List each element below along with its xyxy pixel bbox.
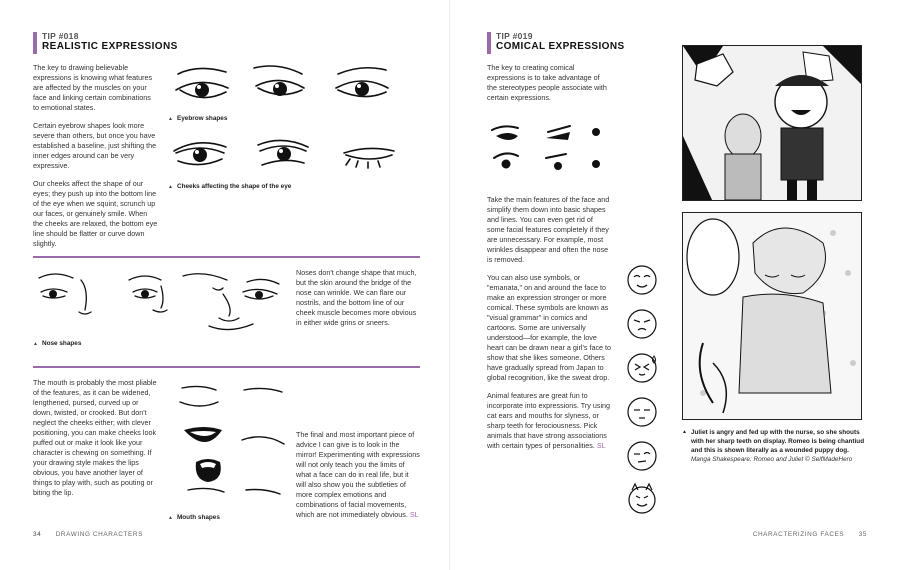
- nose-text: [296, 268, 420, 336]
- tip-number: TIP #019: [496, 31, 533, 41]
- paragraph: Animal features are great fun to incorporate into expressions. Try using cat ears and mouths for slyness, or sharp teeth for ferociousness. Pick animals that have strong associations with certain types of personalities. SL: [487, 391, 611, 450]
- triangle-icon: ▲: [168, 514, 173, 521]
- caption-cheeks: ▲ Cheeks affecting the shape of the eye: [168, 183, 292, 190]
- author-initials: SL: [596, 441, 606, 450]
- right-page: [450, 0, 900, 570]
- eyebrow-shapes-illustration: [168, 60, 418, 120]
- paragraph: The key to creating comical expressions is to take advantage of the stereotypes people associate with certain expressions.: [487, 63, 607, 102]
- tip-number: TIP #018: [42, 31, 79, 41]
- tip-accent-bar: [487, 32, 491, 54]
- manga-panel-juliet-nurse: [682, 45, 862, 201]
- tip-019-header: [487, 31, 625, 54]
- cheek-eyes-illustration: [168, 135, 418, 179]
- caption-eyebrow-shapes: ▲ Eyebrow shapes: [168, 115, 228, 122]
- triangle-icon: ▲: [33, 340, 38, 347]
- mouth-shapes-illustration: [168, 380, 288, 520]
- paragraph: You can also use symbols, or "emanata," on and around the face to make an expression stronger or more comical. These symbols are known as "visual grammar" in comics and cartoons. Some are universally understood—for example, the love heart can be drawn near a girl's face to show that she likes someone. Others have gradually spread from Japan to global recognition, like the sweat drop.: [487, 273, 612, 382]
- caption-mouth-shapes: ▲ Mouth shapes: [168, 514, 220, 521]
- section-name: DRAWING CHARACTERS: [55, 531, 143, 538]
- right-footer: [753, 531, 867, 538]
- tip-title: COMICAL EXPRESSIONS: [496, 41, 625, 52]
- simplified-eyes-illustration: [488, 120, 608, 180]
- page-number: 35: [858, 531, 867, 538]
- tip-accent-bar: [33, 32, 37, 54]
- mouth-text: [33, 378, 157, 506]
- paragraph: Noses don't change shape that much, but the skin around the bridge of the nose can wrinkle. We can flare our nostrils, and the bottom line of our cheek muscle becomes more obvious in either wide grins or sneers.: [296, 268, 417, 327]
- comical-intro: [487, 63, 607, 111]
- intro-column: [33, 63, 158, 257]
- comical-main-text: [487, 195, 612, 459]
- section-divider: [33, 256, 420, 258]
- author-initials: SL: [409, 510, 419, 519]
- paragraph: The final and most important piece of advice I can give is to look in the mirror! Experimenting with expressions will not only teach you the limits of what a face can do in real life, but it will also show you the subtleties of more complex emotions and combinations of facial movements, which are not immediately obvious. SL: [296, 430, 420, 519]
- caption-description: Juliet is angry and fed up with the nurse, so she shouts with her sharp teeth on display. Romeo is being chantiud and this is shown literally as a wounded puppy dog.: [690, 429, 865, 454]
- emanata-faces-column: [622, 264, 662, 514]
- manga-caption: [682, 428, 868, 464]
- nose-shapes-illustration: [33, 270, 288, 342]
- paragraph: Take the main features of the face and simplify them down into basic shapes and lines. You can even get rid of some facial features completely if they are unnecessary. For example, most wrinkles disappear and often the nose is removed.: [487, 195, 610, 264]
- section-name: CHARACTERIZING FACES: [752, 531, 845, 538]
- triangle-icon: ▲: [168, 183, 173, 190]
- paragraph: Certain eyebrow shapes look more severe than others, but once you have established a baseline, just shifting the inner edges around can be very expressive.: [33, 121, 157, 170]
- paragraph: The mouth is probably the most pliable of the features, as it can be widened, lengthened, pursed, curved up or down, twisted, or crooked. But don't neglect the cheeks either; with clever positioning, you can make cheeks look puffed out or make it look like your character is chewing on something. If your drawing style makes the lips obvious, you have another layer of things to play with, such as pouting or biting the lip.: [33, 378, 157, 497]
- paragraph: The key to drawing believable expressions is knowing what features are affected by the muscles on your face and linking certain combinations to emotional states.: [33, 63, 153, 112]
- triangle-icon: ▲: [682, 429, 687, 435]
- tip-title: REALISTIC EXPRESSIONS: [42, 41, 178, 52]
- page-number: 34: [33, 531, 42, 538]
- final-advice-text: [296, 430, 420, 528]
- left-footer: [33, 531, 143, 538]
- caption-nose-shapes: ▲ Nose shapes: [33, 340, 82, 347]
- caption-credit: Manga Shakespeare: Romeo and Juliet © SelfMadeHero: [690, 456, 853, 463]
- section-divider: [33, 366, 420, 368]
- triangle-icon: ▲: [168, 115, 173, 122]
- paragraph: Our cheeks affect the shape of our eyes; they push up into the bottom line of the eye when we squint, scrunch up our faces, or genuinely smile. When the cheeks are relaxed, the bottom eye line should be flatter or curve down slightly.: [33, 179, 158, 248]
- tip-018-header: [33, 31, 178, 54]
- manga-panel-romeo-puppy: [682, 212, 862, 420]
